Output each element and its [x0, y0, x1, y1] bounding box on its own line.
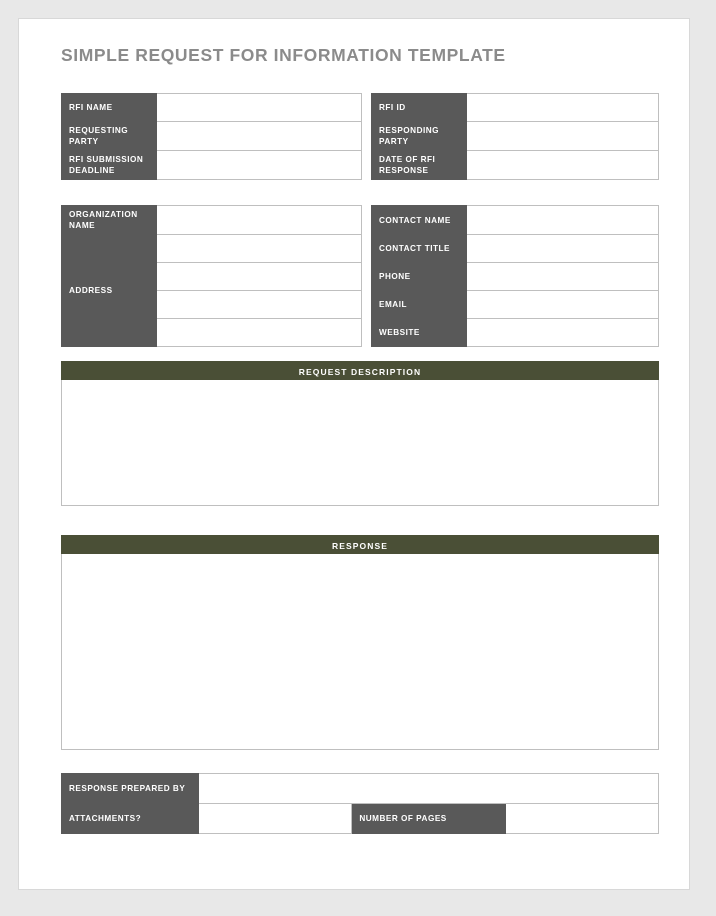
column-spacer	[362, 319, 372, 347]
requesting-party-label: REQUESTING PARTY	[62, 122, 157, 151]
request-description-section	[61, 361, 659, 506]
email-label: EMAIL	[372, 291, 467, 319]
request-description-header: REQUEST DESCRIPTION	[61, 361, 659, 380]
column-spacer	[362, 151, 372, 180]
column-spacer	[362, 263, 372, 291]
website-field[interactable]	[467, 319, 659, 347]
rfi-info-table	[61, 93, 659, 180]
response-date-label: DATE OF RFI RESPONSE	[372, 151, 467, 180]
prepared-by-field[interactable]	[199, 774, 659, 804]
requesting-party-field[interactable]	[157, 122, 362, 151]
number-of-pages-field[interactable]	[505, 804, 658, 834]
address-field-line-4[interactable]	[157, 319, 362, 347]
rfi-id-field[interactable]	[467, 94, 659, 122]
contact-name-field[interactable]	[467, 206, 659, 235]
rfi-name-label: RFI NAME	[62, 94, 157, 122]
phone-field[interactable]	[467, 263, 659, 291]
document-page	[18, 18, 690, 890]
responding-party-field[interactable]	[467, 122, 659, 151]
rfi-id-label: RFI ID	[372, 94, 467, 122]
table-row	[62, 206, 659, 235]
contact-name-label: CONTACT NAME	[372, 206, 467, 235]
response-header: RESPONSE	[61, 535, 659, 554]
contact-title-label: CONTACT TITLE	[372, 235, 467, 263]
submission-deadline-field[interactable]	[157, 151, 362, 180]
prepared-by-label: RESPONSE PREPARED BY	[62, 774, 199, 804]
request-description-field[interactable]	[61, 380, 659, 506]
column-spacer	[362, 235, 372, 263]
number-of-pages-label: NUMBER OF PAGES	[352, 804, 505, 834]
column-spacer	[362, 122, 372, 151]
column-spacer	[362, 94, 372, 122]
address-field-line-3[interactable]	[157, 291, 362, 319]
address-field-line-2[interactable]	[157, 263, 362, 291]
phone-label: PHONE	[372, 263, 467, 291]
table-row	[62, 151, 659, 180]
response-field[interactable]	[61, 554, 659, 750]
response-footer-table	[61, 773, 659, 834]
rfi-name-field[interactable]	[157, 94, 362, 122]
submission-deadline-label: RFI SUBMISSION DEADLINE	[62, 151, 157, 180]
attachments-label: ATTACHMENTS?	[62, 804, 199, 834]
table-row	[62, 804, 659, 834]
page-title: SIMPLE REQUEST FOR INFORMATION TEMPLATE	[61, 45, 506, 65]
website-label: WEBSITE	[372, 319, 467, 347]
table-row	[62, 235, 659, 263]
table-row	[62, 94, 659, 122]
table-row	[62, 122, 659, 151]
attachments-field[interactable]	[199, 804, 352, 834]
column-spacer	[362, 291, 372, 319]
response-date-field[interactable]	[467, 151, 659, 180]
responding-party-label: RESPONDING PARTY	[372, 122, 467, 151]
organization-name-field[interactable]	[157, 206, 362, 235]
organization-name-label: ORGANIZATION NAME	[62, 206, 157, 235]
table-row	[62, 774, 659, 804]
organization-contact-table	[61, 205, 659, 347]
address-field-line-1[interactable]	[157, 235, 362, 263]
column-spacer	[362, 206, 372, 235]
address-label: ADDRESS	[62, 235, 157, 347]
response-section	[61, 535, 659, 750]
email-field[interactable]	[467, 291, 659, 319]
contact-title-field[interactable]	[467, 235, 659, 263]
